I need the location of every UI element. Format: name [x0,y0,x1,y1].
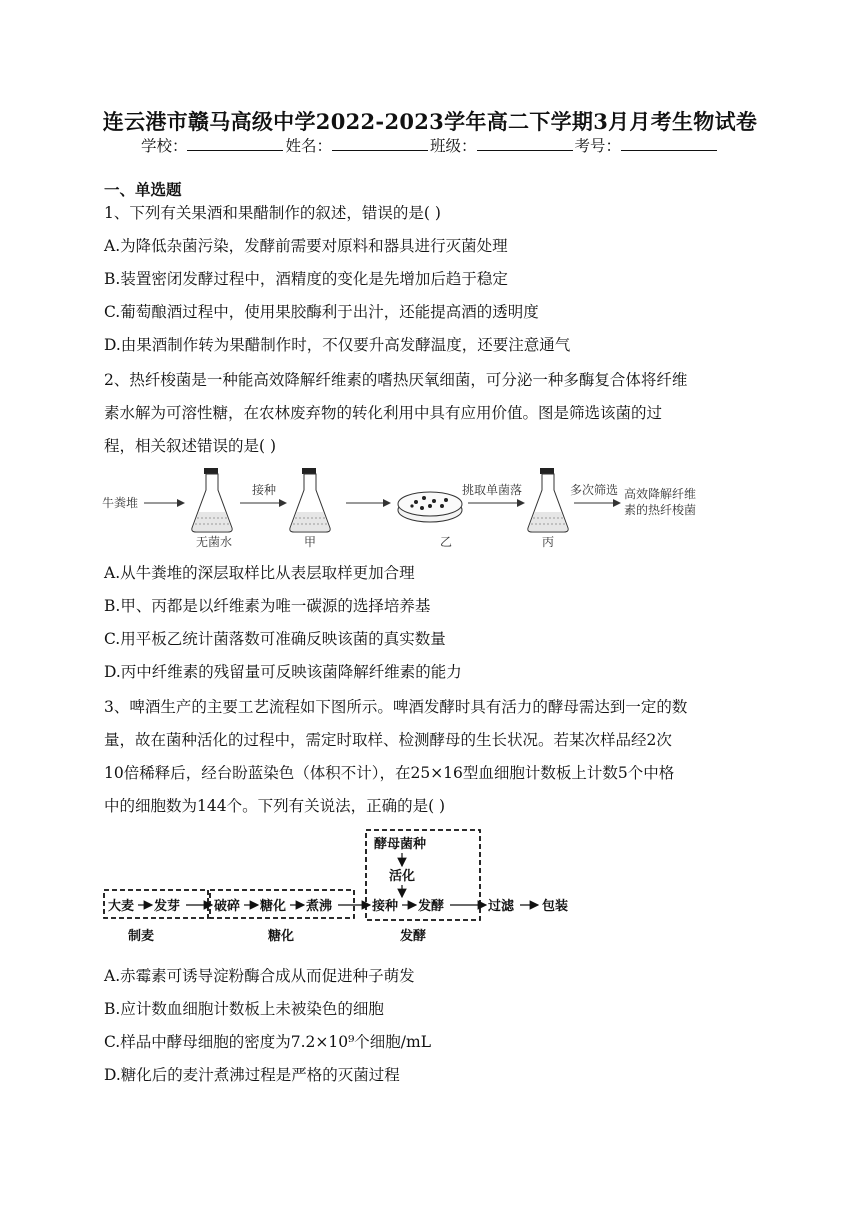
fig-inoculate: 接种 [372,899,399,914]
q2-option-b: B.甲、丙都是以纤维素为唯一碳源的选择培养基 [104,597,431,615]
q3-option-a: A.赤霉素可诱导淀粉酶合成从而促进种子萌发 [104,967,415,985]
fig-step-inoculate: 接种 [252,483,277,497]
fig-ferment: 发酵 [418,899,445,914]
flask-sterile-water [192,468,232,532]
petri-dish-yi [398,492,462,522]
q1-stem: 1、下列有关果酒和果醋制作的叙述，错误的是( ) [104,204,441,222]
fig-activation: 活化 [389,869,416,884]
fig-step-pick-colony: 挑取单菌落 [462,483,523,497]
q1-option-c: C.葡萄酿酒过程中，使用果胶酶利于出汁，还能提高酒的透明度 [104,303,539,321]
exam-title: 连云港市赣马高级中学2022-2023学年高二下学期3月月考生物试卷 [102,109,758,134]
q3-stem-line4: 中的细胞数为144个。下列有关说法，正确的是( ) [104,797,446,815]
q1-option-b: B.装置密闭发酵过程中，酒精度的变化是先增加后趋于稳定 [104,270,508,288]
fig-label-sterile-water: 无菌水 [196,535,233,549]
name-label: 姓名： [285,137,332,155]
fig-group-saccharification: 糖化 [268,929,295,944]
fig-packaging: 包装 [542,899,569,914]
fig-label-yi: 乙 [440,535,453,549]
school-label: 学校： [140,137,188,155]
q2-screening-figure [100,462,720,552]
q3-option-d: D.糖化后的麦汁煮沸过程是严格的灭菌过程 [104,1066,400,1084]
q2-option-a: A.从牛粪堆的深层取样比从表层取样更加合理 [104,564,415,582]
section-heading: 一、单选题 [104,180,182,199]
fig-label-bing: 丙 [542,535,555,549]
q3-stem-line1: 3、啤酒生产的主要工艺流程如下图所示。啤酒发酵时具有活力的酵母需达到一定的数 [104,698,688,716]
q2-stem-line3: 程，相关叙述错误的是( ) [104,437,277,455]
q3-stem-line2: 量，故在菌种活化的过程中，需定时取样、检测酵母的生长状况。若某次样品经2次 [104,731,672,749]
fig-filtering: 过滤 [488,899,515,914]
fig-germination: 发芽 [154,899,181,914]
q1-option-a: A.为降低杂菌污染，发酵前需要对原料和器具进行灭菌处理 [104,237,508,255]
exam-number-label: 考号： [574,137,622,155]
fig-result-line2: 素的热纤梭菌 [624,503,697,517]
fig-crushing: 破碎 [214,899,241,914]
student-info-line [0,134,860,156]
q3-stem-line3: 10倍稀释后，经台盼蓝染色（体积不计），在25×16型血细胞计数板上计数5个中格 [104,764,675,782]
fig-barley: 大麦 [108,899,135,914]
class-label: 班级： [430,137,477,155]
flask-bing [528,468,568,532]
class-field[interactable] [477,136,573,151]
fig-step-multi-screen: 多次筛选 [570,483,619,497]
fig-group-fermentation: 发酵 [400,929,427,944]
school-field[interactable] [187,136,283,151]
q2-option-c: C.用平板乙统计菌落数可准确反映该菌的真实数量 [104,630,446,648]
q3-option-c: C.样品中酵母细胞的密度为7.2×10⁹个细胞/mL [104,1033,432,1051]
q2-option-d: D.丙中纤维素的残留量可反映该菌降解纤维素的能力 [104,663,462,681]
fig-result-line1: 高效降解纤维 [624,487,697,501]
fig-label-jia: 甲 [304,535,317,549]
flask-jia [290,468,330,532]
q3-option-b: B.应计数血细胞计数板上未被染色的细胞 [104,1000,384,1018]
fig-group-malting: 制麦 [128,929,155,944]
fig-saccharify: 糖化 [260,899,287,914]
exam-number-field[interactable] [621,136,717,151]
q1-option-d: D.由果酒制作转为果醋制作时，不仅要升高发酵温度，还要注意通气 [104,336,571,354]
name-field[interactable] [332,136,428,151]
q2-stem-line1: 2、热纤梭菌是一种能高效降解纤维素的嗜热厌氧细菌，可分泌一种多酶复合体将纤维 [104,371,688,389]
fig-source-label: 牛粪堆 [102,496,139,510]
fig-boiling: 煮沸 [306,899,333,914]
q3-beer-process-figure [100,826,600,950]
q2-stem-line2: 素水解为可溶性糖，在农林废弃物的转化利用中具有应用价值。图是筛选该菌的过 [104,404,663,422]
fig-yeast-strain: 酵母菌种 [374,837,427,852]
